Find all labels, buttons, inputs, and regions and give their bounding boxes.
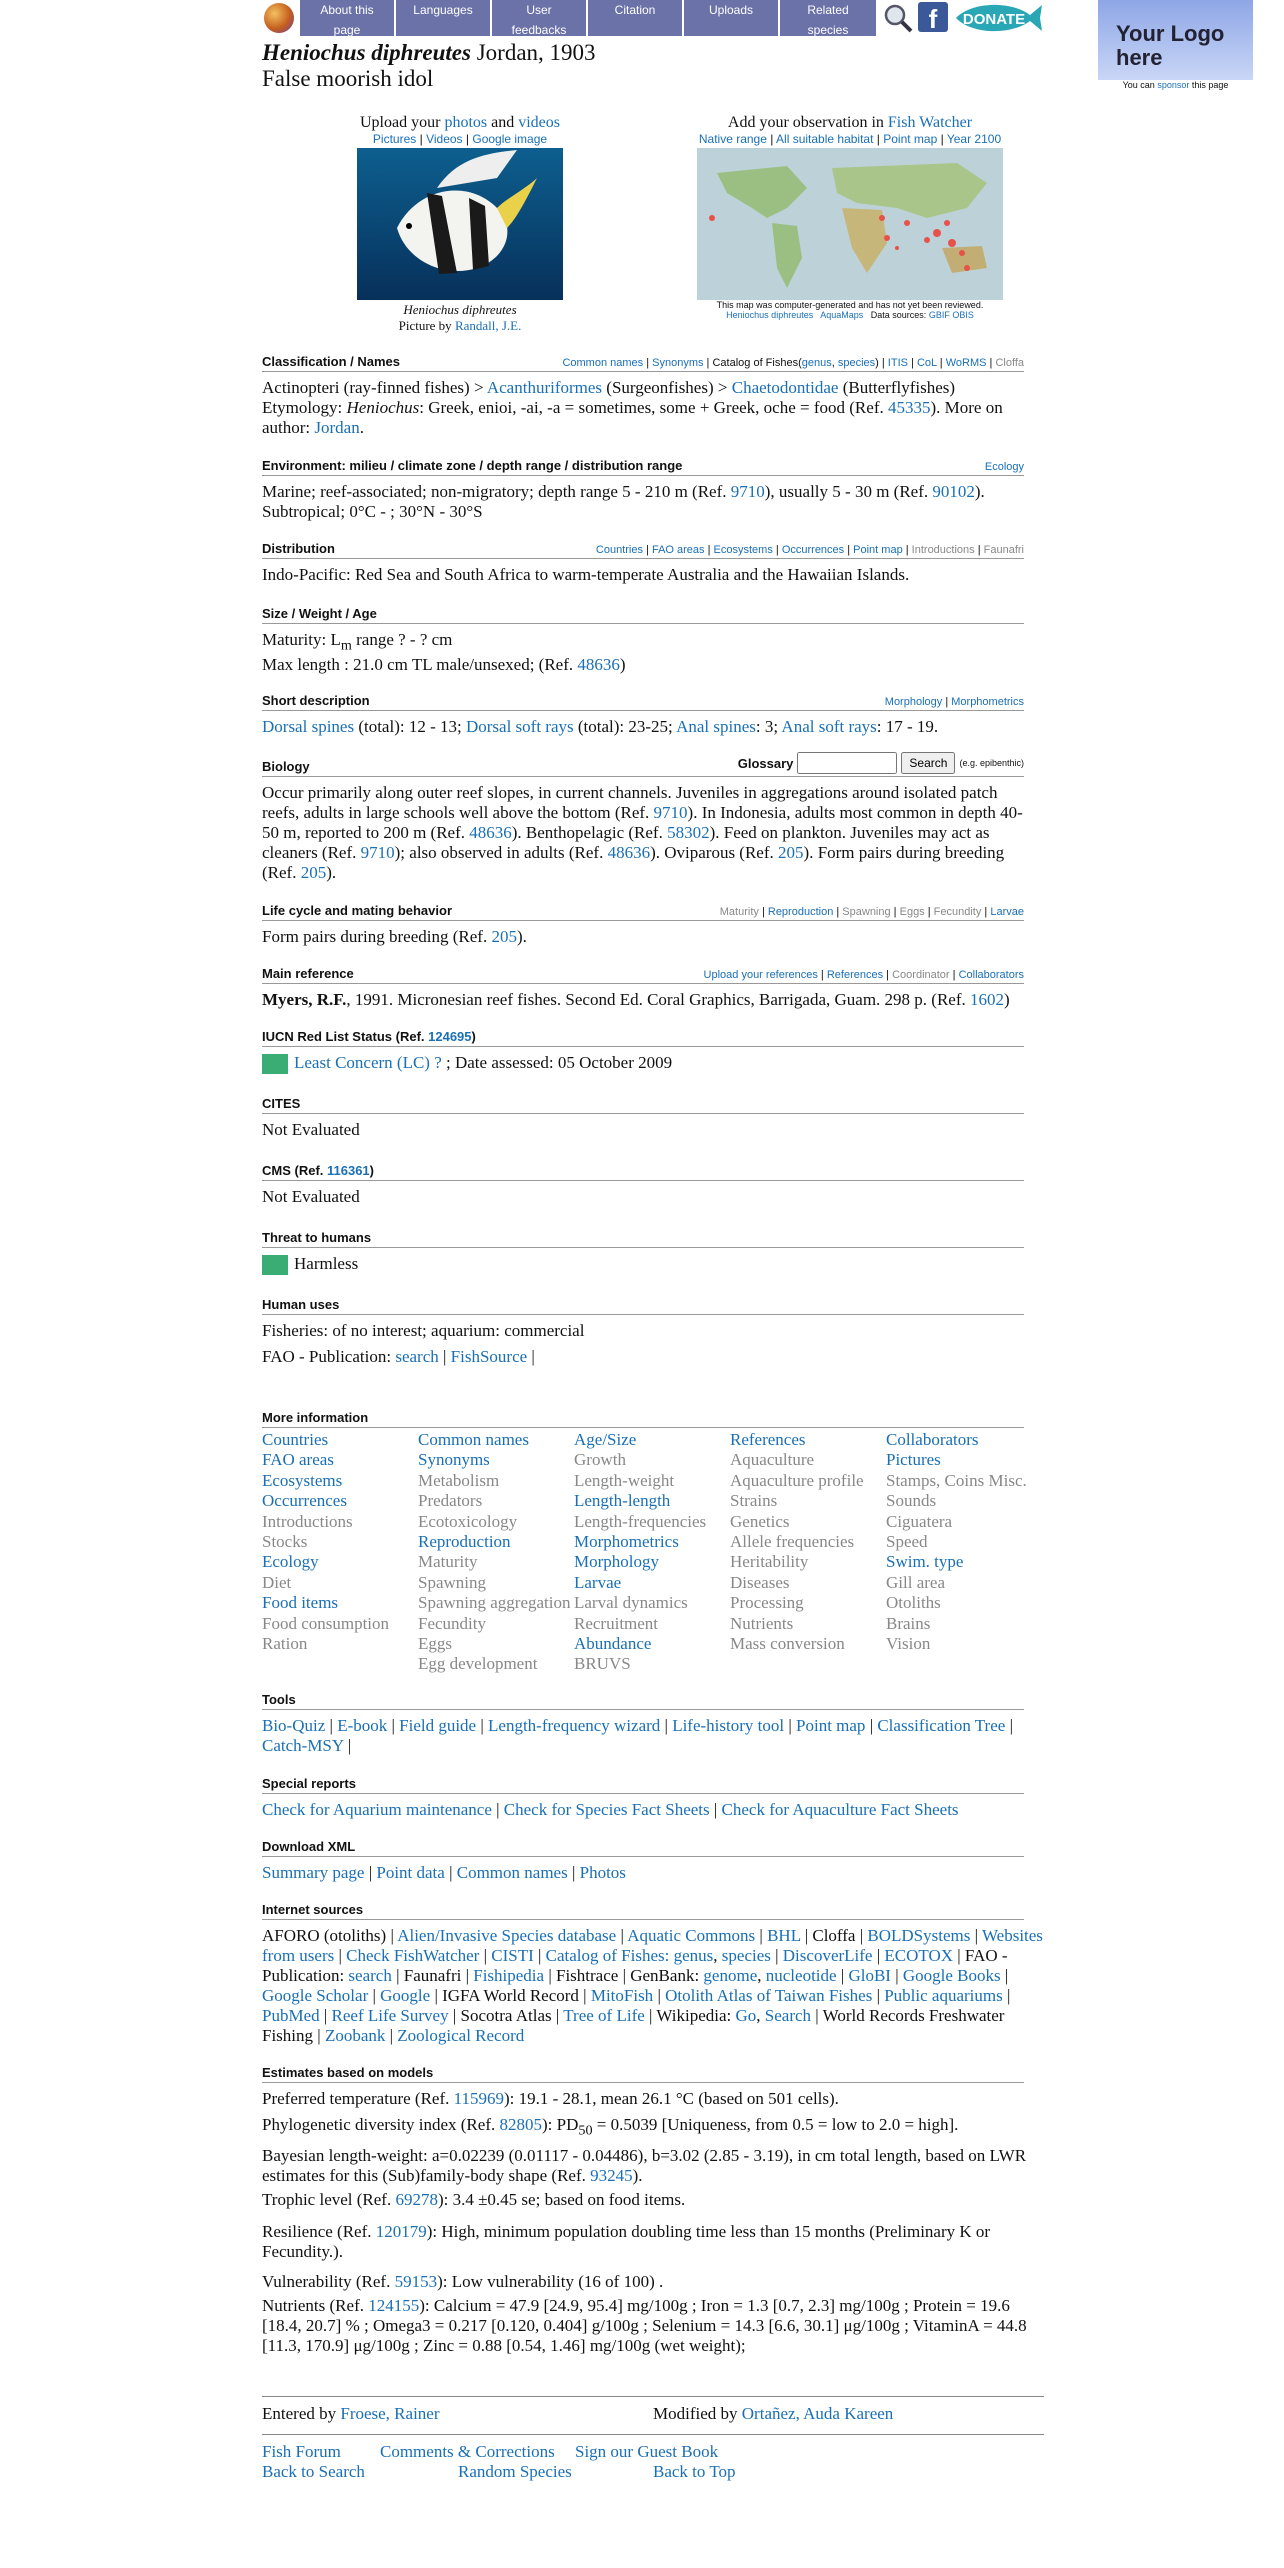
- distribution-text: Indo-Pacific: Red Sea and South Africa to warm-temperate Australia and the Hawaiian Islands.: [262, 565, 910, 584]
- nav-citation[interactable]: Citation: [588, 0, 684, 36]
- ref-9710[interactable]: 9710: [730, 482, 765, 501]
- more-ecology-link[interactable]: Ecology: [262, 1552, 319, 1572]
- pictures-link[interactable]: Pictures: [372, 132, 417, 146]
- more-diet-link: Diet: [262, 1572, 292, 1592]
- ref-120179[interactable]: 120179: [375, 2222, 427, 2242]
- cof-species-link[interactable]: species: [837, 357, 876, 369]
- more-spawning-link: Spawning: [418, 1572, 486, 1592]
- more-brains-link: Brains: [886, 1613, 931, 1633]
- nav-languages[interactable]: Languages: [396, 0, 492, 36]
- source-otolith-atlas-of-taiwan-fishes[interactable]: Otolith Atlas of Taiwan Fishes: [665, 1986, 873, 2005]
- more-egg-development-link: Egg development: [418, 1654, 538, 1674]
- more-aquaculture-link: Aquaculture: [730, 1450, 815, 1470]
- sponsor-logo-text: Your Logo here: [1116, 21, 1225, 70]
- itis-link[interactable]: ITIS: [887, 357, 908, 369]
- synonyms-link[interactable]: Synonyms: [652, 357, 704, 369]
- more-maturity-link: Maturity: [418, 1552, 478, 1572]
- source-zoobank[interactable]: Zoobank: [324, 2026, 386, 2045]
- more-length-length-link[interactable]: Length-length: [574, 1491, 671, 1511]
- cms-section: CMS (Ref. 116361) Not Evaluated: [262, 1163, 1024, 1207]
- footer-links: [262, 2442, 736, 2482]
- map-species-link[interactable]: Heniochus diphreutes: [726, 310, 814, 320]
- more-length-weight-link: Length-weight: [574, 1470, 675, 1490]
- author-jordan-link[interactable]: Jordan: [314, 418, 360, 437]
- modified-by-link[interactable]: Ortañez, Auda Kareen: [741, 2404, 894, 2423]
- more-ciguatera-link: Ciguatera: [886, 1511, 953, 1531]
- source-bhl[interactable]: BHL: [767, 1926, 801, 1945]
- source-reef-life-survey[interactable]: Reef Life Survey: [331, 2006, 449, 2025]
- source-google[interactable]: Google: [380, 1986, 431, 2005]
- map-panel: Add your observation in Fish Watcher Native range | All suitable habitat | Point map | Year 2100 This map was computer-generated and has not yet been reviewed. Heniochus diphreutes AquaMaps Data sources: GBIF OBIS: [680, 114, 1020, 320]
- nav-about[interactable]: About this page: [300, 0, 396, 36]
- more-pictures-link[interactable]: Pictures: [886, 1450, 941, 1470]
- upload-references-link[interactable]: Upload your references: [703, 969, 818, 981]
- more-aquaculture-profile-link: Aquaculture profile: [730, 1470, 864, 1490]
- more-food-consumption-link: Food consumption: [262, 1613, 390, 1633]
- references-link[interactable]: References: [826, 969, 884, 981]
- catch-msy-link[interactable]: Catch-MSY: [262, 1736, 344, 1755]
- ref-link[interactable]: 48636: [607, 843, 651, 862]
- ref-link[interactable]: 48636: [469, 823, 512, 842]
- more-nutrients-link: Nutrients: [730, 1613, 794, 1633]
- anal-spines-link[interactable]: Anal spines: [676, 717, 756, 736]
- source-go-link[interactable]: Go: [735, 2006, 757, 2025]
- ref-90102[interactable]: 90102: [932, 482, 975, 501]
- fish-watcher-link[interactable]: Fish Watcher: [887, 114, 973, 131]
- biology-section: Biology Glossary Search (e.g. epibenthic) Occur primarily along outer reef slopes, in current channels. Juveniles in aggregations around isolated patch reefs, adults in large schools well above the bottom (Ref. 9710). In Indonesia, adults most common in depth 40-50 m, reported to 200 m (Ref. 48636). Benthopelagic (Ref. 58302). Feed on plankton. Juveniles may act as cleaners (Ref. 9710); also observed in adults (Ref. 48636). Oviparous (Ref. 205). Form pairs during breeding (Ref. 205).: [262, 752, 1024, 883]
- summary-page-link[interactable]: Summary page: [262, 1863, 365, 1882]
- more-ecosystems-link[interactable]: Ecosystems: [262, 1470, 343, 1490]
- nav-related-species[interactable]: Related species: [780, 0, 878, 36]
- source-igfa-world-record: IGFA World Record: [442, 1986, 579, 2005]
- common-names-link[interactable]: Common names: [456, 1863, 568, 1882]
- aquamaps-link[interactable]: AquaMaps: [820, 310, 864, 320]
- photo-panel: Upload your photos and videos Pictures | Videos | Google image Heniochus diphreutes Picture by Randall, J.E.: [320, 114, 600, 334]
- short-description-section: Short description Morphology | Morphometrics Dorsal spines (total): 12 - 13; Dorsal soft rays (total): 23-25; Anal spines: 3; Anal soft rays: 17 - 19.: [262, 693, 1024, 736]
- fish-forum-link[interactable]: Fish Forum: [262, 2442, 341, 2461]
- source-zoological-record[interactable]: Zoological Record: [397, 2026, 525, 2045]
- sponsor-caption: You can sponsor this page: [1122, 80, 1229, 90]
- donate-label: DONATE: [962, 11, 1026, 28]
- ref-69278[interactable]: 69278: [395, 2190, 438, 2210]
- anal-soft-rays-link[interactable]: Anal soft rays: [781, 717, 877, 736]
- more-processing-link: Processing: [730, 1593, 804, 1613]
- more-growth-link: Growth: [574, 1450, 626, 1470]
- e-book-link[interactable]: E-book: [337, 1716, 388, 1735]
- facebook-icon[interactable]: f: [918, 2, 948, 32]
- worms-link[interactable]: WoRMS: [945, 357, 987, 369]
- col-link[interactable]: CoL: [916, 357, 937, 369]
- more-genetics-link: Genetics: [730, 1511, 790, 1531]
- ref-93245[interactable]: 93245: [590, 2166, 633, 2186]
- back-to-top-link[interactable]: Back to Top: [653, 2462, 736, 2481]
- occurrences-link[interactable]: Occurrences: [781, 544, 845, 556]
- source-search-link[interactable]: search: [348, 1966, 392, 1985]
- more-info-column: [262, 1430, 418, 1675]
- species-title: [262, 40, 596, 92]
- fishsource-link[interactable]: FishSource: [450, 1347, 528, 1366]
- more-mass-conversion-link: Mass conversion: [730, 1634, 845, 1654]
- bio-quiz-link[interactable]: Bio-Quiz: [262, 1716, 326, 1735]
- more-sounds-link: Sounds: [886, 1491, 937, 1511]
- gbif-obis-link[interactable]: GBIF OBIS: [928, 310, 974, 320]
- ref-link[interactable]: 205: [778, 843, 804, 862]
- more-eggs-link: Eggs: [418, 1634, 452, 1654]
- classification-tree-link[interactable]: Classification Tree: [877, 1716, 1006, 1735]
- photographer-link[interactable]: Randall, J.E.: [454, 318, 522, 333]
- length-frequency-wizard-link[interactable]: Length-frequency wizard: [488, 1716, 661, 1735]
- morphology-link[interactable]: Morphology: [884, 696, 943, 708]
- more-info-column: [886, 1430, 1042, 1675]
- separator: ,: [757, 1966, 766, 1985]
- source-alien-invasive-species-database[interactable]: Alien/Invasive Species database: [397, 1926, 617, 1945]
- source-aquatic-commons[interactable]: Aquatic Commons: [627, 1926, 756, 1945]
- internet-sources-section: Internet sources AFORO (otoliths) | Alien/Invasive Species database | Aquatic Commons | BHL | Cloffa | BOLDSystems | Websites from users | Check FishWatcher | CISTI | Catalog of Fishes: genus, species | DiscoverLife | ECOTOX | FAO - Publication: search | Faunafri | Fishipedia | Fishtrace | GenBank: genome, nucleotide | GloBI | Google Books | Google Scholar | Google | IGFA World Record | MitoFish | Otolith Atlas of Taiwan Fishes | Public aquariums | PubMed | Reef Life Survey | Socotra Atlas | Tree of Life | Wikipedia: Go, Search | World Records Freshwater Fishing | Zoobank | Zoological Record: [262, 1902, 1043, 2045]
- more-references-link[interactable]: References: [730, 1430, 806, 1449]
- more-metabolism-link: Metabolism: [418, 1470, 500, 1490]
- size-section: Size / Weight / Age Maturity: $L_m$ range ? - ? cm Max length : 21.0 cm TL male/unsexed; (Ref. 48636): [262, 606, 1024, 675]
- more-info-column: [730, 1430, 886, 1675]
- source-catalog-of-fishes: Catalog of Fishes:: [545, 1946, 674, 1965]
- more-bruvs-link: BRUVS: [574, 1654, 631, 1674]
- morphometrics-link[interactable]: Morphometrics: [951, 696, 1024, 708]
- ref-59153[interactable]: 59153: [394, 2272, 438, 2292]
- ref-45335[interactable]: 45335: [887, 398, 931, 417]
- source-boldsystems[interactable]: BOLDSystems: [867, 1926, 971, 1945]
- source-faunafri: Faunafri: [403, 1966, 462, 1985]
- point-data-link[interactable]: Point data: [376, 1863, 445, 1882]
- videos-link[interactable]: videos: [518, 114, 560, 131]
- entered-by-link[interactable]: Froese, Rainer: [340, 2404, 440, 2423]
- source-wikipedia: Wikipedia:: [656, 2006, 736, 2025]
- ref-1602[interactable]: 1602: [970, 990, 1004, 1009]
- download-xml-section: Download XML Summary page | Point data | Common names | Photos: [262, 1839, 1024, 1883]
- ref-82805[interactable]: 82805: [499, 2115, 542, 2134]
- guest-book-link[interactable]: Sign our Guest Book: [575, 2442, 719, 2461]
- order-link[interactable]: Acanthuriformes: [486, 378, 603, 397]
- random-species-link[interactable]: Random Species: [458, 2462, 572, 2481]
- donate-fish-button[interactable]: [952, 1, 1044, 35]
- more-common-names-link[interactable]: Common names: [418, 1430, 529, 1449]
- distribution-section: Distribution Countries | FAO areas | Ecosystems | Occurrences | Point map | Introductions | Faunafri Indo-Pacific: Red Sea and South Africa to warm-temperate Australia and the Hawaiian Islands.: [262, 541, 1024, 584]
- source-tree-of-life[interactable]: Tree of Life: [563, 2006, 645, 2025]
- more-fecundity-link: Fecundity: [418, 1613, 486, 1633]
- separator: ,: [756, 2006, 765, 2025]
- back-to-search-link[interactable]: Back to Search: [262, 2462, 365, 2481]
- fao-areas-link[interactable]: FAO areas: [651, 544, 705, 556]
- google-image-link[interactable]: Google image: [472, 132, 548, 146]
- more-morphometrics-link[interactable]: Morphometrics: [574, 1532, 679, 1552]
- more-speed-link: Speed: [886, 1532, 928, 1552]
- map-note: This map was computer-generated and has not yet been reviewed.: [716, 300, 984, 310]
- special-reports-section: Special reports Check for Aquarium maintenance | Check for Species Fact Sheets | Check for Aquaculture Fact Sheets: [262, 1776, 1024, 1820]
- more-occurrences-link[interactable]: Occurrences: [262, 1491, 347, 1511]
- more-larvae-link[interactable]: Larvae: [574, 1572, 622, 1592]
- modified-by: Modified by Ortañez, Auda Kareen: [653, 2404, 894, 2423]
- search-icon[interactable]: [882, 2, 914, 34]
- source-discoverlife[interactable]: DiscoverLife: [782, 1946, 873, 1965]
- check-for-aquarium-maintenance-link[interactable]: Check for Aquarium maintenance: [262, 1800, 492, 1819]
- ref-link[interactable]: 58302: [667, 823, 710, 842]
- tools-section: Tools Bio-Quiz | E-book | Field guide | Length-frequency wizard | Life-history tool | Point map | Classification Tree | Catch-MSY |: [262, 1692, 1024, 1756]
- more-reproduction-link[interactable]: Reproduction: [418, 1532, 511, 1552]
- collaborators-link[interactable]: Collaborators: [958, 969, 1024, 981]
- source-species-link[interactable]: species: [721, 1946, 771, 1965]
- more-recruitment-link: Recruitment: [574, 1613, 659, 1633]
- source-fishipedia[interactable]: Fishipedia: [473, 1966, 545, 1985]
- more-otoliths-link: Otoliths: [886, 1593, 941, 1613]
- check-for-species-fact-sheets-link[interactable]: Check for Species Fact Sheets: [503, 1800, 710, 1819]
- source-check-fishwatcher[interactable]: Check FishWatcher: [346, 1946, 480, 1965]
- point-map-link[interactable]: Point map: [883, 132, 938, 146]
- footer-divider-2: [262, 2434, 1044, 2435]
- source-fao-publication: FAO - Publication:: [262, 1946, 1008, 1985]
- suitable-habitat-link[interactable]: All suitable habitat: [776, 132, 874, 146]
- glossary-input[interactable]: [797, 752, 897, 774]
- source-fishtrace: Fishtrace: [556, 1966, 619, 1985]
- more-spawning-aggregation-link: Spawning aggregation: [418, 1593, 571, 1613]
- dist-point-map-link[interactable]: Point map: [853, 544, 903, 556]
- source-genome-link[interactable]: genome: [703, 1966, 758, 1985]
- nav-uploads[interactable]: Uploads: [684, 0, 780, 36]
- photos-link[interactable]: photos: [444, 114, 488, 131]
- scientific-name: Heniochus diphreutes: [262, 40, 471, 65]
- human-uses-section: Human uses Fisheries: of no interest; aquarium: commercial FAO - Publication: search | FishSource |: [262, 1297, 1024, 1367]
- sponsor-logo[interactable]: [1098, 0, 1253, 80]
- source-cisti[interactable]: CISTI: [491, 1946, 534, 1965]
- nav-user-feedbacks[interactable]: User feedbacks: [492, 0, 588, 36]
- main-reference-section: Main reference Upload your references | References | Coordinator | Collaborators Myers, R.F., 1991. Micronesian reef fishes. Second Ed. Coral Graphics, Barrigada, Guam. 298 p. (Ref. 1602): [262, 966, 1024, 1009]
- more-ration-link: Ration: [262, 1634, 308, 1654]
- harmless-green-badge: [262, 1255, 288, 1275]
- more-strains-link: Strains: [730, 1491, 778, 1511]
- more-countries-link[interactable]: Countries: [262, 1430, 329, 1449]
- source-mitofish[interactable]: MitoFish: [590, 1986, 654, 2005]
- more-stocks-link: Stocks: [262, 1532, 308, 1552]
- fish-photo[interactable]: [357, 148, 563, 300]
- globe-logo-icon[interactable]: [264, 3, 294, 33]
- more-gill-area-link: Gill area: [886, 1572, 945, 1592]
- common-name: False moorish idol: [262, 66, 434, 91]
- source-socotra-atlas: Socotra Atlas: [460, 2006, 552, 2025]
- iucn-section: IUCN Red List Status (Ref. 124695) Least Concern (LC) ? ; Date assessed: 05 October 2009: [262, 1029, 1024, 1074]
- more-information-section: More information Countries FAO areas Ecosystems Occurrences Introductions Stocks Ecology Diet Food items Food consumption Ration Common names Synonyms Metabolism Predators Ecotoxicology Reproduction Maturity Spawning Spawning aggregation Fecundity Eggs Egg development Age/Size Growth Length-weight Length-length Length-frequencies Morphometrics Morphology Larvae Larval dynamics Recruitment Abundance BRUVS References Aquaculture Aquaculture profile Strains Genetics Allele frequencies Heritability Diseases Processing Nutrients Mass conversion Collaborators Pictures Stamps, Coins Misc. Sounds Ciguatera Speed Swim. type Gill area Otoliths Brains Vision: [262, 1410, 1024, 1675]
- source-cloffa: Cloffa: [812, 1926, 856, 1945]
- species-author: Jordan, 1903: [470, 40, 596, 65]
- iucn-status-link[interactable]: Least Concern (LC): [294, 1053, 430, 1072]
- ref-116361[interactable]: 116361: [327, 1163, 370, 1178]
- ref-48636[interactable]: 48636: [577, 655, 620, 675]
- source-pubmed[interactable]: PubMed: [262, 2006, 320, 2025]
- source-search-link[interactable]: Search: [764, 2006, 812, 2025]
- top-navbar: [262, 0, 1044, 36]
- sponsor-link[interactable]: sponsor: [1157, 80, 1190, 90]
- dorsal-spines-link[interactable]: Dorsal spines: [262, 717, 355, 736]
- more-info-column: [574, 1430, 730, 1675]
- more-food-items-link[interactable]: Food items: [262, 1593, 339, 1613]
- year-2100-link[interactable]: Year 2100: [946, 132, 1002, 146]
- biology-text: Occur primarily along outer reef slopes, in current channels. Juveniles in aggregations around isolated patch reefs, adults in large schools well above the bottom (Ref. 9710). In Indonesia, adults most common in depth 40-50 m, reported to 200 m (Ref. 48636). Benthopelagic (Ref. 58302). Feed on plankton. Juveniles may act as cleaners (Ref. 9710); also observed in adults (Ref. 48636). Oviparous (Ref. 205). Form pairs during breeding (Ref. 205).: [262, 783, 1023, 882]
- more-stamps-coins-misc-link: Stamps, Coins Misc.: [886, 1470, 1027, 1490]
- ref-link[interactable]: 9710: [360, 843, 395, 862]
- environment-section: Environment: milieu / climate zone / depth range / distribution range Ecology Marine; reef-associated; non-migratory; depth range 5 - 210 m (Ref. 9710), usually 5 - 30 m (Ref. 90102). Subtropical; 0°C - ; 30°N - 30°S: [262, 458, 1024, 521]
- source-nucleotide-link[interactable]: nucleotide: [765, 1966, 837, 1985]
- more-diseases-link: Diseases: [730, 1572, 790, 1592]
- estimates-section: Estimates based on models Preferred temperature (Ref. 115969): 19.1 - 28.1, mean 26.1 °C (based on 501 cells). Phylogenetic diversity index (Ref. 82805): $PD_{50} = 0.5039$ [Uniqueness, from 0.5 = low to 2.0 = high]. Bayesian length-weight: a=0.02239 (0.01117 - 0.04486), b=3.02 (2.85 - 3.19), in cm total length, based on LWR estimates for this (Sub)family-body shape (Ref. 93245). Trophic level (Ref. 69278): 3.4 ±0.45 se; based on food items. Resilience (Ref. 120179): High, minimum population doubling time less than 15 months (Preliminary K or Fecundity.). Vulnerability (Ref. 59153): Low vulnerability (16 of 100) . Nutrients (Ref. 124155): Calcium = 47.9 [24.9, 95.4] mg/100g ; Iron = 1.3 [0.7, 2.3] mg/100g ; Protein = 19.6 [18.4, 20.7] % ; Omega3 = 0.217 [0.120, 0.404] g/100g ; Selenium = 14.3 [6.6, 30.1] μg/100g ; VitaminA = 44.8 [11.3, 170.9] μg/100g ; Zinc = 0.88 [0.54, 1.46] mg/100g (wet weight);: [262, 2065, 1027, 2356]
- common-names-link[interactable]: Common names: [562, 357, 644, 369]
- source-genbank: GenBank:: [630, 1966, 704, 1985]
- source-websites-from-users[interactable]: Websites from users: [262, 1926, 1043, 1965]
- source-ecotox[interactable]: ECOTOX: [884, 1946, 954, 1965]
- status-green-badge: [262, 1054, 288, 1074]
- source-aforo-otoliths: AFORO (otoliths): [262, 1926, 387, 1945]
- videos-sublink[interactable]: Videos: [426, 132, 463, 146]
- entered-by: Entered by Froese, Rainer: [262, 2404, 440, 2423]
- more-vision-link: Vision: [886, 1634, 931, 1654]
- family-link[interactable]: Chaetodontidae: [731, 378, 839, 397]
- section-title: Classification / Names: [262, 354, 400, 369]
- ref-124155[interactable]: 124155: [368, 2296, 420, 2316]
- more-swim-type-link[interactable]: Swim. type: [886, 1552, 964, 1572]
- source-public-aquariums[interactable]: Public aquariums: [884, 1986, 1003, 2005]
- ecology-link[interactable]: Ecology: [984, 461, 1024, 473]
- classification-section: Classification / Names Common names | Synonyms | Catalog of Fishes(genus, species) | ITIS | CoL | WoRMS | Cloffa Actinopteri (ray-finned fishes) > Acanthuriformes (Surgeonfishes) > Chaetodontidae (Butterflyfishes) Etymology: Heniochus: Greek, enioi, -ai, -a = sometimes, some + Greek, oche = food (Ref. 45335). More on author: Jordan.: [262, 354, 1024, 437]
- ref-link[interactable]: 9710: [653, 803, 688, 822]
- more-heritability-link: Heritability: [730, 1552, 809, 1572]
- cof-genus-link[interactable]: genus: [801, 357, 832, 369]
- ref-205[interactable]: 205: [491, 927, 517, 946]
- native-range-link[interactable]: Native range: [698, 132, 767, 146]
- dorsal-soft-rays-link[interactable]: Dorsal soft rays: [465, 717, 574, 736]
- footer-divider: [262, 2396, 1044, 2397]
- glossary-search-button[interactable]: Search: [901, 752, 955, 774]
- life-history-tool-link[interactable]: Life-history tool: [672, 1716, 785, 1735]
- distribution-map[interactable]: [697, 148, 1003, 300]
- more-length-frequencies-link: Length-frequencies: [574, 1511, 707, 1531]
- larvae-link[interactable]: Larvae: [990, 906, 1024, 918]
- ecosystems-link[interactable]: Ecosystems: [713, 544, 773, 556]
- source-genus-link[interactable]: genus: [673, 1946, 714, 1965]
- more-predators-link: Predators: [418, 1491, 483, 1511]
- life-cycle-section: Life cycle and mating behavior Maturity | Reproduction | Spawning | Eggs | Fecundity | Larvae Form pairs during breeding (Ref. 205).: [262, 903, 1024, 946]
- ref-link[interactable]: 205: [300, 863, 327, 882]
- separator: ,: [713, 1946, 722, 1965]
- ref-115969[interactable]: 115969: [453, 2089, 504, 2108]
- cites-section: CITES Not Evaluated: [262, 1096, 1024, 1140]
- help-link[interactable]: ?: [434, 1053, 442, 1072]
- photos-link[interactable]: Photos: [579, 1863, 626, 1882]
- source-world-records-freshwater-fishing: World Records Freshwater Fishing: [262, 2006, 1005, 2045]
- source-google-scholar[interactable]: Google Scholar: [262, 1986, 369, 2005]
- more-synonyms-link[interactable]: Synonyms: [418, 1450, 490, 1470]
- more-age-size-link[interactable]: Age/Size: [574, 1430, 637, 1449]
- ref-124695[interactable]: 124695: [428, 1029, 472, 1044]
- more-larval-dynamics-link: Larval dynamics: [574, 1593, 688, 1613]
- more-morphology-link[interactable]: Morphology: [574, 1552, 659, 1572]
- more-abundance-link[interactable]: Abundance: [574, 1634, 652, 1654]
- reproduction-link[interactable]: Reproduction: [767, 906, 834, 918]
- point-map-link[interactable]: Point map: [796, 1716, 866, 1735]
- countries-link[interactable]: Countries: [595, 544, 643, 556]
- check-for-aquaculture-fact-sheets-link[interactable]: Check for Aquaculture Fact Sheets: [721, 1800, 959, 1819]
- photo-caption: Heniochus diphreutes: [403, 302, 517, 317]
- more-introductions-link: Introductions: [262, 1511, 353, 1531]
- fao-search-link[interactable]: search: [395, 1347, 439, 1366]
- comments-corrections-link[interactable]: Comments & Corrections: [380, 2442, 555, 2461]
- source-google-books[interactable]: Google Books: [902, 1966, 1001, 1985]
- more-info-column: [418, 1430, 574, 1675]
- field-guide-link[interactable]: Field guide: [399, 1716, 477, 1735]
- source-globi[interactable]: GloBI: [848, 1966, 891, 1985]
- more-fao-areas-link[interactable]: FAO areas: [262, 1450, 334, 1470]
- threat-section: Threat to humans Harmless: [262, 1230, 1024, 1275]
- more-collaborators-link[interactable]: Collaborators: [886, 1430, 979, 1449]
- more-ecotoxicology-link: Ecotoxicology: [418, 1511, 518, 1531]
- more-allele-frequencies-link: Allele frequencies: [730, 1532, 855, 1552]
